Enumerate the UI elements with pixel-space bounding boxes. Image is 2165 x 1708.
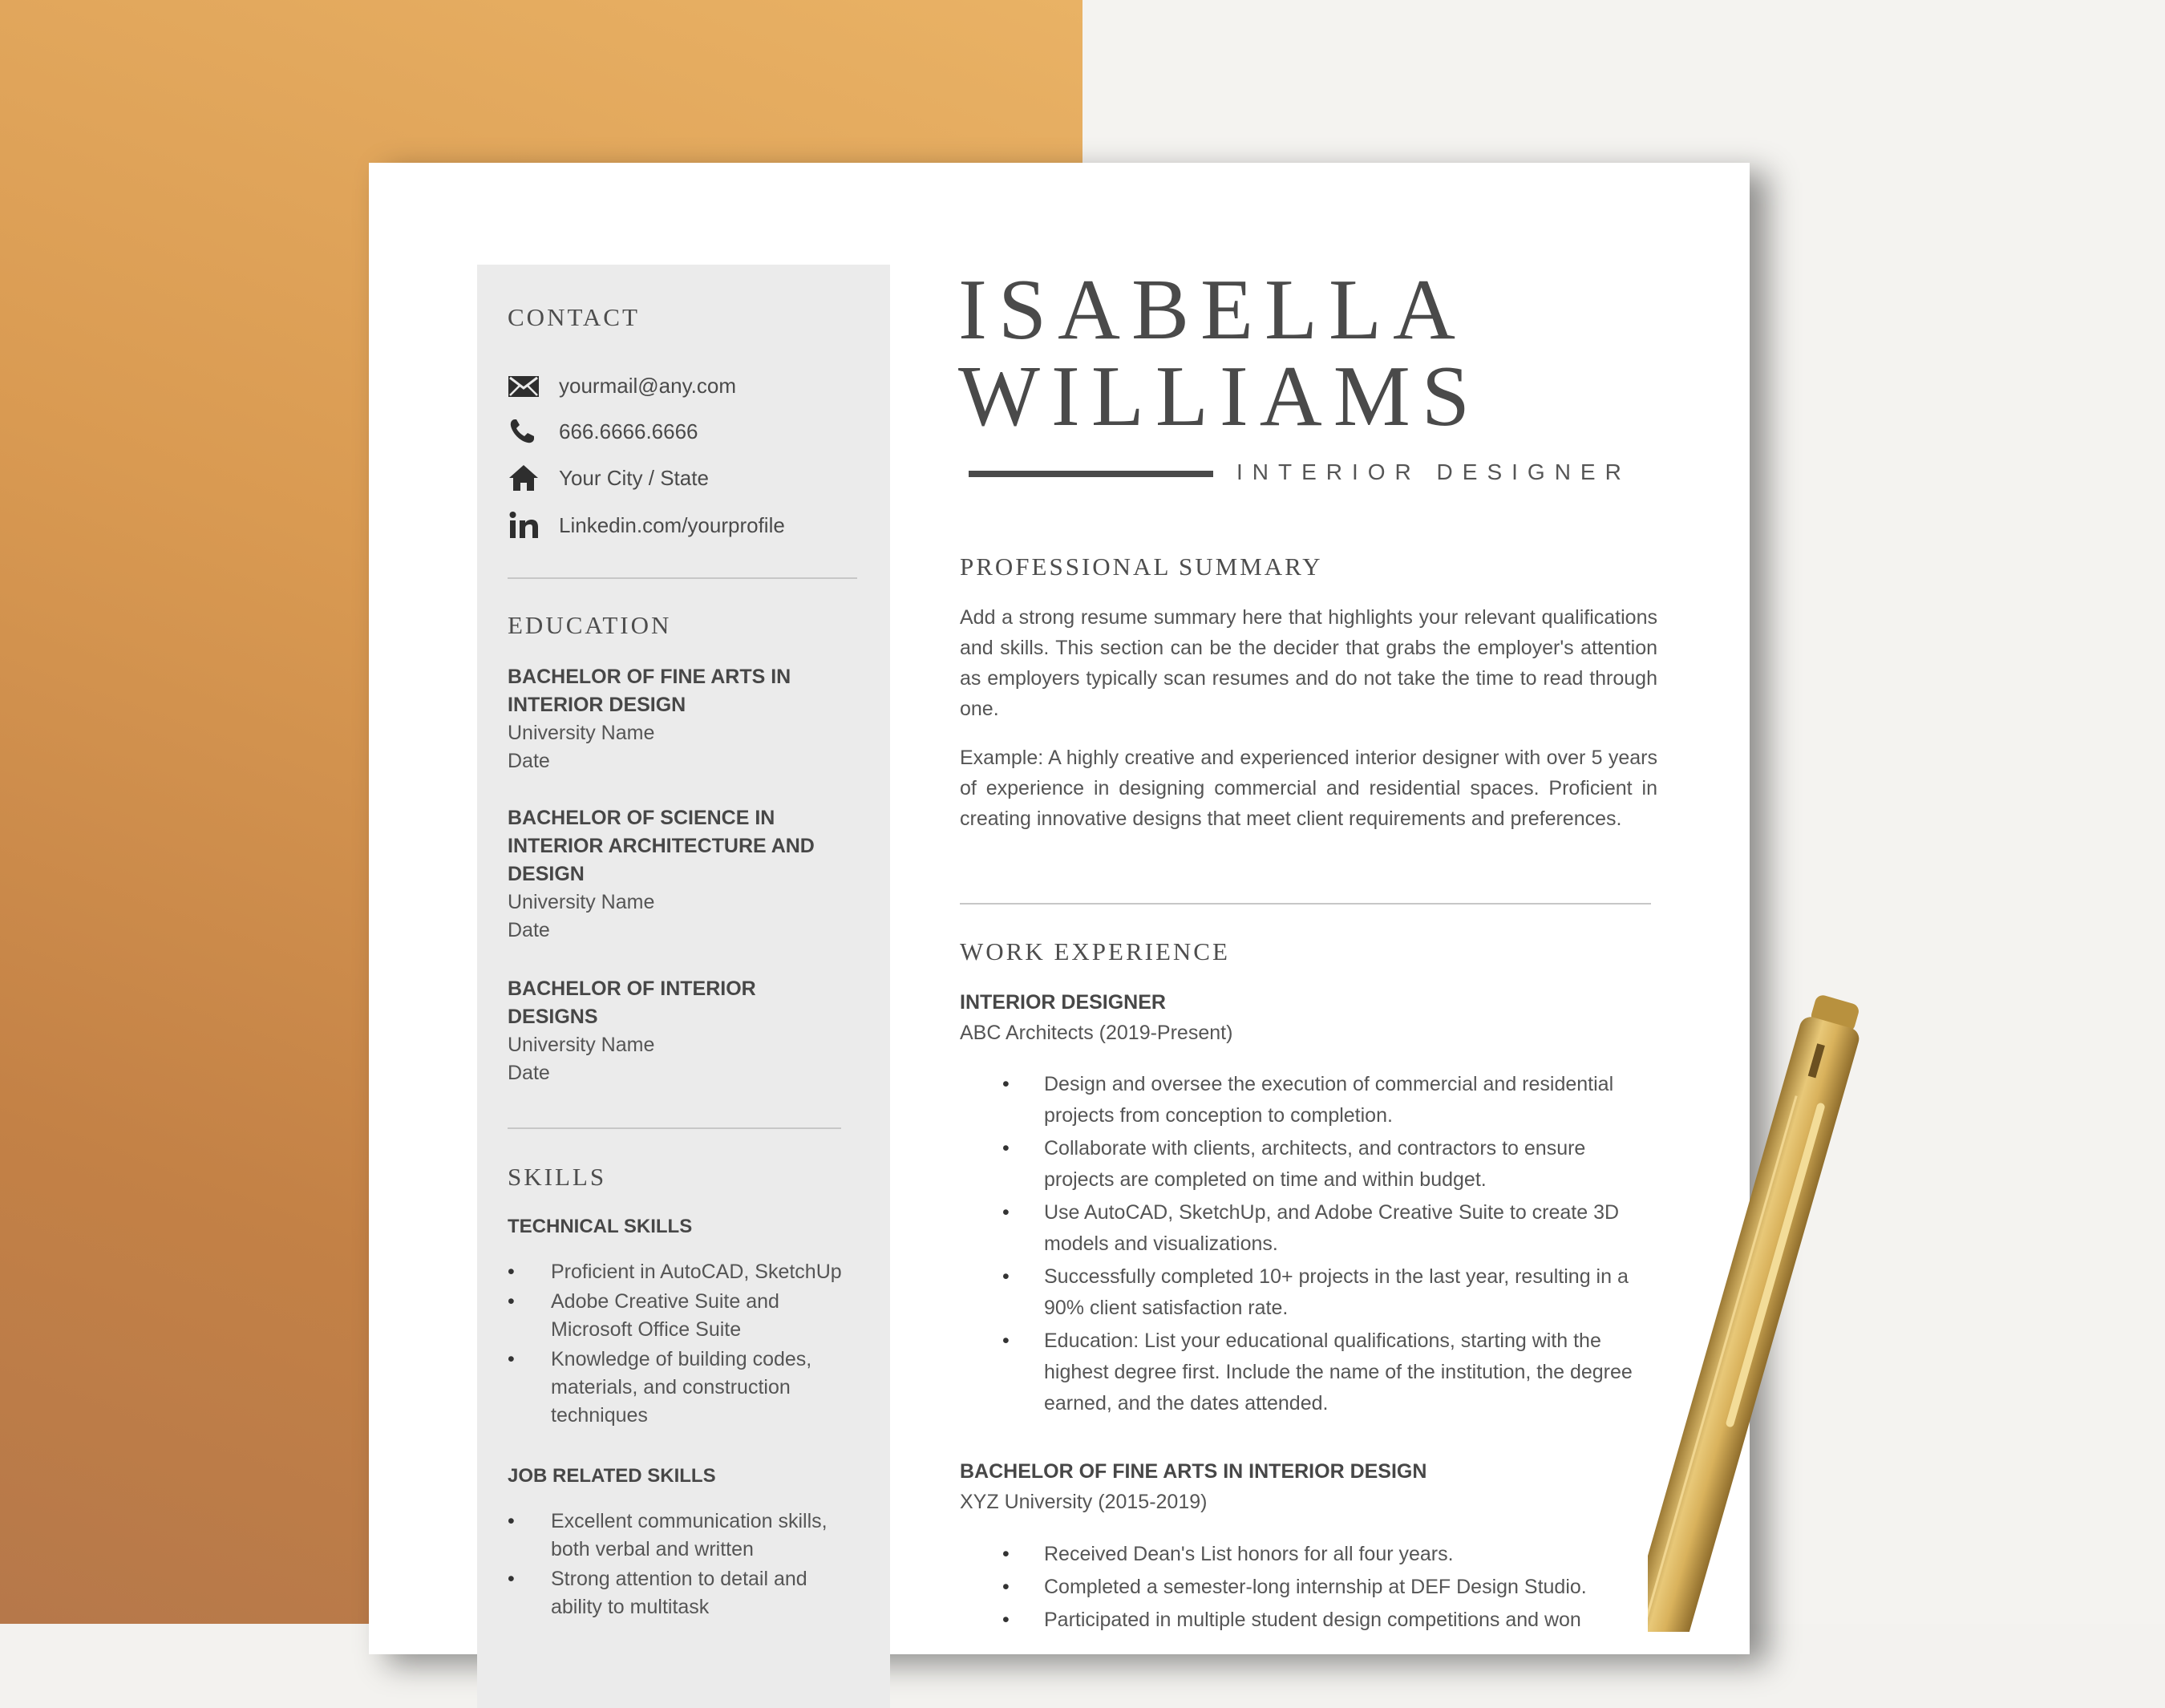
- contact-phone: [508, 415, 698, 447]
- education-item: [508, 975, 860, 1087]
- list-item: • Knowledge of building codes, materials, and construction techniques: [508, 1346, 860, 1430]
- education-date: Date: [508, 919, 550, 941]
- summary-example: Example: A highly creative and experienced interior designer with over 5 years of experience in designing commercial and residential spaces. Proficient in creating innovative designs that meet client requirements and preferences.: [960, 747, 1657, 830]
- location-text: Your City / State: [559, 465, 709, 490]
- linkedin-text: Linkedin.com/yourprofile: [559, 512, 785, 537]
- list-item: • Use AutoCAD, SketchUp, and Adobe Creative Suite to create 3D models and visualizations.: [1002, 1197, 1652, 1260]
- university-name: University Name: [508, 891, 655, 913]
- resume-page: [369, 163, 1750, 1654]
- list-item: • Successfully completed 10+ projects in the last year, resulting in a 90% client satisfaction rate.: [1002, 1261, 1652, 1324]
- degree-title: BACHELOR OF SCIENCE IN: [508, 807, 775, 829]
- job-company: ABC Architects (2019-Present): [960, 1022, 1233, 1044]
- envelope-icon: [508, 371, 540, 400]
- summary-paragraph: Add a strong resume summary here that highlights your relevant qualifications and skills. This section can be the decider that grabs the employer's attention as employers typically scan resumes and do not take the time to read through one.: [960, 606, 1657, 720]
- title-underline: [969, 471, 1213, 477]
- linkedin-icon: [508, 511, 540, 540]
- resume-sidebar: [477, 265, 890, 1708]
- list-item: • Completed a semester-long internship at DEF Design Studio.: [1002, 1572, 1652, 1603]
- education-bullets: [1002, 1539, 1652, 1637]
- university-name: University Name: [508, 722, 655, 744]
- education-heading: EDUCATION: [508, 611, 672, 639]
- education-item: [508, 663, 860, 775]
- list-item: • Received Dean's List honors for all four years.: [1002, 1539, 1652, 1570]
- job-entry: [960, 987, 1232, 1048]
- candidate-name: [958, 262, 1481, 444]
- sidebar-divider-1: [508, 577, 857, 579]
- phone-text: 666.6666.6666: [559, 419, 698, 443]
- job-company: XYZ University (2015-2019): [960, 1491, 1208, 1513]
- contact-linkedin: [508, 509, 785, 541]
- summary-heading: PROFESSIONAL SUMMARY: [960, 552, 1323, 581]
- job-skills-heading: JOB RELATED SKILLS: [508, 1465, 716, 1487]
- degree-title: INTERIOR ARCHITECTURE AND: [508, 835, 815, 857]
- university-name: University Name: [508, 1034, 655, 1056]
- sidebar-divider-2: [508, 1127, 841, 1129]
- technical-skills-list: [508, 1258, 860, 1431]
- email-text: yourmail@any.com: [559, 373, 736, 398]
- education-item: [508, 804, 860, 945]
- list-item: • Adobe Creative Suite and Microsoft Office Suite: [508, 1288, 860, 1344]
- gold-pen: [1648, 990, 1912, 1632]
- skills-heading: SKILLS: [508, 1163, 607, 1191]
- job-title: INTERIOR DESIGNER: [1236, 459, 1631, 484]
- degree-title: BACHELOR OF INTERIOR: [508, 977, 756, 1000]
- phone-icon: [508, 417, 540, 446]
- list-item: • Strong attention to detail and ability to multitask: [508, 1565, 860, 1621]
- job-entry: [960, 1456, 1426, 1517]
- job-skills-list: [508, 1508, 860, 1623]
- job-role-title: INTERIOR DESIGNER: [960, 991, 1166, 1014]
- contact-email: [508, 370, 736, 402]
- job-role-title: BACHELOR OF FINE ARTS IN INTERIOR DESIGN: [960, 1460, 1427, 1483]
- degree-title: INTERIOR DESIGN: [508, 694, 686, 716]
- list-item: • Participated in multiple student design competitions and won: [1002, 1605, 1652, 1636]
- main-divider: [960, 903, 1651, 905]
- list-item: • Design and oversee the execution of commercial and residential projects from conception to completion.: [1002, 1069, 1652, 1131]
- list-item: • Education: List your educational qualifications, starting with the highest degree first. Include the name of the institution, the degree earned, and the dates attended.: [1002, 1326, 1652, 1419]
- home-icon: [508, 463, 540, 492]
- technical-skills-heading: TECHNICAL SKILLS: [508, 1216, 693, 1237]
- degree-title: DESIGN: [508, 863, 585, 885]
- contact-heading: CONTACT: [508, 303, 640, 331]
- job-bullets: [1002, 1069, 1652, 1421]
- degree-title: DESIGNS: [508, 1006, 598, 1028]
- contact-location: [508, 462, 709, 494]
- last-name: WILLIAMS: [958, 349, 1481, 444]
- education-date: Date: [508, 1062, 550, 1084]
- list-item: • Collaborate with clients, architects, and contractors to ensure projects are completed on time and within budget.: [1002, 1133, 1652, 1196]
- list-item: • Excellent communication skills, both verbal and written: [508, 1508, 860, 1564]
- experience-heading: WORK EXPERIENCE: [960, 937, 1230, 965]
- first-name: ISABELLA: [958, 262, 1467, 358]
- list-item: • Proficient in AutoCAD, SketchUp: [508, 1258, 860, 1286]
- degree-title: BACHELOR OF FINE ARTS IN: [508, 666, 791, 688]
- education-date: Date: [508, 750, 550, 772]
